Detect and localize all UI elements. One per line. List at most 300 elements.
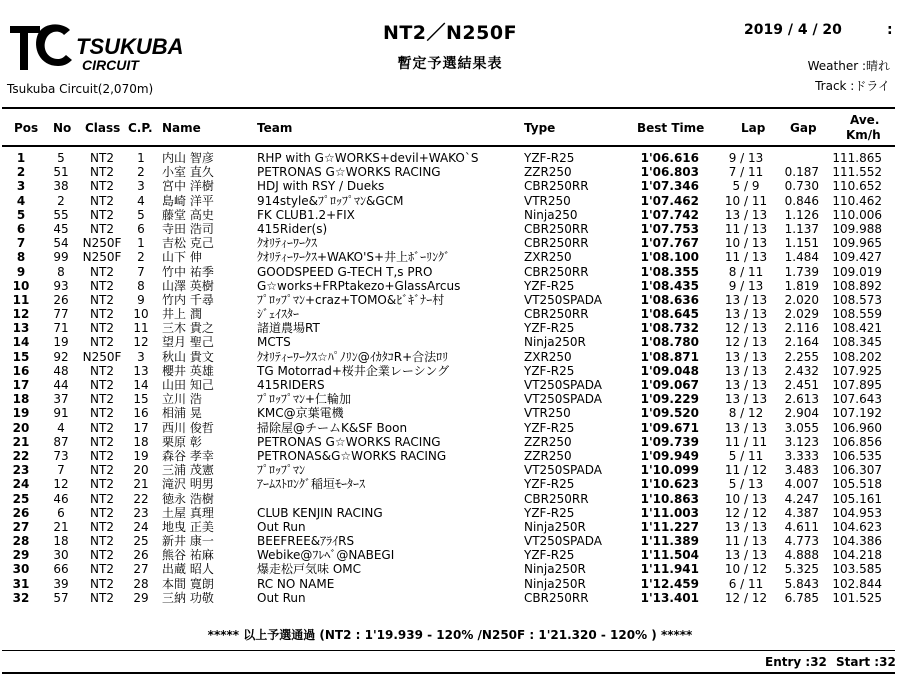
cell-machine-type: YZF-R25: [524, 420, 575, 435]
cell-average-speed: 111.552: [832, 165, 882, 180]
cell-lap: 11 / 13: [724, 534, 768, 549]
cell-lap: 13 / 13: [724, 519, 768, 534]
cell-gap: 0.187: [784, 165, 819, 180]
cell-machine-type: CBR250RR: [524, 590, 589, 605]
cell-machine-type: YZF-R25: [524, 278, 575, 293]
cell-average-speed: 103.585: [832, 562, 882, 577]
cell-lap: 5 / 13: [728, 477, 764, 492]
cell-lap: 6 / 11: [728, 576, 764, 591]
cell-gap: 2.116: [784, 321, 819, 336]
cell-car-number: 44: [53, 378, 69, 392]
weather-status: Weather :晴れ: [807, 59, 890, 73]
cell-class: NT2: [90, 335, 114, 350]
cell-machine-type: VT250SPADA: [524, 534, 602, 549]
table-row: [0, 591, 900, 605]
table-row: [0, 151, 900, 165]
cell-best-time: 1'11.389: [640, 534, 699, 549]
cell-lap: 11 / 13: [724, 250, 768, 265]
table-row: [0, 534, 900, 548]
table-row: [0, 463, 900, 477]
cell-pos: 30: [12, 562, 30, 577]
cell-class-position: 25: [133, 534, 149, 549]
cell-pos: 11: [12, 292, 30, 307]
cell-team-name: Out Run: [257, 590, 306, 605]
cell-best-time: 1'10.863: [640, 491, 699, 506]
cell-best-time: 1'09.949: [640, 448, 699, 463]
cell-car-number: 71: [53, 321, 69, 336]
cell-pos: 13: [12, 321, 30, 336]
cell-best-time: 1'09.229: [640, 392, 699, 407]
cell-best-time: 1'11.227: [640, 519, 699, 534]
cell-best-time: 1'09.048: [640, 363, 699, 378]
cell-class-position: 16: [133, 406, 149, 421]
cell-class: NT2: [90, 363, 114, 378]
cell-machine-type: VTR250: [524, 406, 571, 421]
cell-average-speed: 105.518: [832, 477, 882, 492]
cell-car-number: 18: [53, 534, 69, 549]
cell-class-position: 9: [137, 292, 145, 307]
table-row: [0, 194, 900, 208]
cell-rider-name: 竹内 千尋: [162, 292, 214, 307]
cell-car-number: 6: [57, 505, 65, 520]
cell-best-time: 1'09.739: [640, 434, 699, 449]
cell-pos: 1: [16, 151, 26, 165]
cell-car-number: 45: [53, 221, 69, 236]
table-row: [0, 293, 900, 307]
cell-machine-type: Ninja250R: [524, 562, 586, 577]
cell-gap: 0.730: [784, 179, 819, 194]
cell-team-name: PETRONAS G☆WORKS RACING: [257, 434, 441, 449]
cell-best-time: 1'08.355: [640, 264, 699, 279]
table-row: [0, 321, 900, 335]
cell-lap: 13 / 13: [724, 363, 768, 378]
cell-gap: 6.785: [784, 590, 819, 605]
cell-class: NT2: [90, 321, 114, 336]
cell-class-position: 28: [133, 576, 149, 591]
table-row: [0, 236, 900, 250]
cell-average-speed: 108.345: [832, 335, 882, 350]
cell-average-speed: 110.006: [832, 207, 882, 222]
cell-best-time: 1'06.616: [640, 151, 699, 165]
cell-car-number: 77: [53, 307, 69, 322]
cell-lap: 11 / 11: [724, 434, 768, 449]
col-lap: Lap: [741, 121, 766, 135]
cell-car-number: 39: [53, 576, 69, 591]
cell-best-time: 1'08.636: [640, 292, 699, 307]
cell-machine-type: VT250SPADA: [524, 378, 602, 392]
cell-machine-type: VTR250: [524, 193, 571, 208]
cell-car-number: 38: [53, 179, 69, 194]
cell-class-position: 29: [133, 590, 149, 605]
cell-team-name: BEEFREE&ｱﾗｲRS: [257, 534, 355, 549]
cell-car-number: 12: [53, 477, 69, 492]
cell-class: NT2: [90, 448, 114, 463]
cell-gap: 4.387: [784, 505, 819, 520]
cell-lap: 11 / 12: [724, 463, 768, 478]
cell-class: NT2: [90, 264, 114, 279]
col-team: Team: [257, 121, 293, 135]
cell-car-number: 99: [53, 250, 69, 265]
table-row: [0, 492, 900, 506]
cell-team-name: ﾌﾟﾛｯﾌﾟﾏﾝ+craz+TOMO&ﾋﾞｷﾞﾅｰ村: [257, 292, 445, 307]
cell-team-name: 諸道農場RT: [257, 321, 320, 336]
cell-pos: 24: [12, 477, 30, 492]
table-row: [0, 406, 900, 420]
cell-pos: 2: [16, 165, 26, 180]
cell-gap: 4.007: [784, 477, 819, 492]
cell-machine-type: CBR250RR: [524, 236, 589, 251]
cell-team-name: ｸｵﾘﾃｨｰﾜｰｸｽ☆ﾊﾟﾉﾘﾝ@ｲｶﾀｺR+合法ﾛﾘ: [257, 349, 449, 364]
start-count: Start :32: [836, 655, 896, 669]
cell-gap: 4.773: [784, 534, 819, 549]
cell-best-time: 1'08.435: [640, 278, 699, 293]
cell-average-speed: 108.573: [832, 292, 882, 307]
cell-average-speed: 106.307: [832, 463, 882, 478]
cell-class-position: 3: [137, 349, 145, 364]
cell-best-time: 1'11.941: [640, 562, 699, 577]
cell-team-name: RC NO NAME: [257, 576, 335, 591]
table-row: [0, 562, 900, 576]
cell-gap: 5.325: [784, 562, 819, 577]
cell-team-name: GOODSPEED G-TECH T,s PRO: [257, 264, 433, 279]
col-kmh: Km/h: [846, 128, 881, 142]
cell-machine-type: YZF-R25: [524, 477, 575, 492]
cell-lap: 13 / 13: [724, 349, 768, 364]
cell-machine-type: Ninja250: [524, 207, 578, 222]
cell-class-position: 26: [133, 548, 149, 563]
cell-class: NT2: [90, 151, 114, 165]
cell-class: NT2: [90, 491, 114, 506]
cell-class: NT2: [90, 292, 114, 307]
footer-rule: [2, 650, 895, 651]
cell-class: NT2: [90, 505, 114, 520]
cell-machine-type: CBR250RR: [524, 264, 589, 279]
col-cp: C.P.: [128, 121, 153, 135]
cell-car-number: 37: [53, 392, 69, 407]
cell-average-speed: 108.202: [832, 349, 882, 364]
cell-rider-name: 藤堂 高史: [162, 207, 214, 222]
cell-pos: 6: [16, 221, 26, 236]
cell-average-speed: 110.462: [832, 193, 882, 208]
cell-gap: 1.484: [784, 250, 819, 265]
cell-rider-name: 宮中 洋樹: [162, 179, 214, 194]
cell-class-position: 14: [133, 378, 149, 392]
cell-car-number: 8: [57, 264, 65, 279]
cell-best-time: 1'11.003: [640, 505, 699, 520]
cell-pos: 27: [12, 519, 30, 534]
date: 2019 / 4 / 20: [744, 22, 842, 38]
cell-average-speed: 107.192: [832, 406, 882, 421]
cell-machine-type: VT250SPADA: [524, 392, 602, 407]
cell-lap: 10 / 13: [724, 236, 768, 251]
cell-best-time: 1'07.753: [640, 221, 699, 236]
col-best-time: Best Time: [637, 121, 705, 135]
cell-class-position: 5: [137, 207, 145, 222]
cell-average-speed: 108.892: [832, 278, 882, 293]
svg-text:TSUKUBA: TSUKUBA: [76, 34, 184, 59]
table-row: [0, 577, 900, 591]
cell-pos: 19: [12, 406, 30, 421]
table-row: [0, 279, 900, 293]
page-subtitle: 暫定予選結果表: [397, 56, 503, 72]
cell-best-time: 1'09.520: [640, 406, 699, 421]
cell-best-time: 1'08.645: [640, 307, 699, 322]
cell-lap: 7 / 11: [728, 165, 764, 180]
cell-best-time: 1'07.742: [640, 207, 699, 222]
cell-lap: 10 / 12: [724, 562, 768, 577]
cell-rider-name: 徳永 浩樹: [162, 491, 214, 506]
cell-team-name: TG Motorrad+桜井企業レーシング: [257, 363, 450, 378]
cell-gap: 2.432: [784, 363, 819, 378]
cell-average-speed: 106.535: [832, 448, 882, 463]
cell-rider-name: 栗原 彰: [162, 434, 202, 449]
cell-team-name: Out Run: [257, 519, 306, 534]
cell-gap: 2.255: [784, 349, 819, 364]
col-name: Name: [162, 121, 201, 135]
cell-class: NT2: [90, 548, 114, 563]
cell-rider-name: 島崎 洋平: [162, 193, 214, 208]
cell-rider-name: 櫻井 英雄: [162, 363, 214, 378]
cell-car-number: 30: [53, 548, 69, 563]
col-pos: Pos: [14, 121, 39, 135]
cell-class-position: 12: [133, 335, 149, 350]
cell-machine-type: ZZR250: [524, 448, 572, 463]
cell-team-name: PETRONAS G☆WORKS RACING: [257, 165, 441, 180]
cell-class: NT2: [90, 193, 114, 208]
table-row: [0, 520, 900, 534]
cell-pos: 9: [16, 264, 26, 279]
cell-best-time: 1'07.767: [640, 236, 699, 251]
cell-car-number: 91: [53, 406, 69, 421]
cell-average-speed: 104.386: [832, 534, 882, 549]
cell-average-speed: 109.988: [832, 221, 882, 236]
cell-class-position: 20: [133, 463, 149, 478]
cell-rider-name: 三浦 茂憲: [162, 463, 214, 478]
cell-pos: 7: [16, 236, 26, 251]
cell-lap: 13 / 13: [724, 307, 768, 322]
cell-rider-name: 小室 直久: [162, 165, 214, 180]
cell-car-number: 21: [53, 519, 69, 534]
cell-machine-type: Ninja250R: [524, 335, 586, 350]
cell-gap: 2.904: [784, 406, 819, 421]
cell-class: NT2: [90, 463, 114, 478]
cell-best-time: 1'09.067: [640, 378, 699, 392]
cell-lap: 5 / 11: [728, 448, 764, 463]
cell-pos: 23: [12, 463, 30, 478]
cell-class-position: 22: [133, 491, 149, 506]
cell-car-number: 66: [53, 562, 69, 577]
cell-best-time: 1'08.871: [640, 349, 699, 364]
col-no: No: [53, 121, 72, 135]
cell-pos: 3: [16, 179, 26, 194]
cell-machine-type: ZXR250: [524, 349, 572, 364]
cell-gap: 4.611: [784, 519, 819, 534]
cell-gap: 2.613: [784, 392, 819, 407]
cell-class-position: 2: [137, 250, 145, 265]
cell-car-number: 92: [53, 349, 69, 364]
cell-lap: 10 / 11: [724, 193, 768, 208]
cell-class-position: 15: [133, 392, 149, 407]
page-title: NT2／N250F: [382, 22, 518, 44]
cell-car-number: 19: [53, 335, 69, 350]
cell-average-speed: 104.218: [832, 548, 882, 563]
cell-team-name: ｸｵﾘﾃｨｰﾜｰｸｽ: [257, 236, 318, 251]
cell-pos: 4: [16, 193, 26, 208]
cell-average-speed: 106.960: [832, 420, 882, 435]
header-top-rule: [2, 107, 895, 109]
table-row: [0, 392, 900, 406]
cell-team-name: ｸｵﾘﾃｨｰﾜｰｸｽ+WAKO'S+井上ﾎﾞｰﾘﾝｸﾞ: [257, 250, 451, 265]
cell-machine-type: VT250SPADA: [524, 292, 602, 307]
table-row: [0, 364, 900, 378]
cell-gap: 1.151: [784, 236, 819, 251]
table-row: [0, 335, 900, 349]
cell-class: NT2: [90, 307, 114, 322]
cell-class-position: 7: [137, 264, 145, 279]
cell-best-time: 1'13.401: [640, 590, 699, 605]
cell-rider-name: 新井 康一: [162, 534, 214, 549]
cell-lap: 12 / 13: [724, 321, 768, 336]
cell-pos: 25: [12, 491, 30, 506]
entry-count: Entry :32: [765, 655, 827, 669]
cell-car-number: 93: [53, 278, 69, 293]
cell-pos: 10: [12, 278, 30, 293]
cell-pos: 14: [12, 335, 30, 350]
table-row: [0, 548, 900, 562]
cell-machine-type: ZZR250: [524, 434, 572, 449]
cell-rider-name: 寺田 浩司: [162, 221, 214, 236]
header-bottom-rule: [2, 145, 895, 147]
cell-average-speed: 109.965: [832, 236, 882, 251]
cell-machine-type: YZF-R25: [524, 321, 575, 336]
cell-team-name: 415Rider(s): [257, 221, 328, 236]
table-row: [0, 250, 900, 264]
cell-rider-name: 相浦 晃: [162, 406, 202, 421]
cell-rider-name: 竹中 祐季: [162, 264, 214, 279]
cell-average-speed: 107.895: [832, 378, 882, 392]
cell-class-position: 13: [133, 363, 149, 378]
table-row: [0, 421, 900, 435]
cell-gap: 1.126: [784, 207, 819, 222]
cell-class-position: 8: [137, 278, 145, 293]
cell-machine-type: ZZR250: [524, 165, 572, 180]
cell-machine-type: CBR250RR: [524, 491, 589, 506]
cell-car-number: 51: [53, 165, 69, 180]
cell-class-position: 18: [133, 434, 149, 449]
cell-average-speed: 109.019: [832, 264, 882, 279]
cell-team-name: ﾌﾟﾛｯﾌﾟﾏﾝ: [257, 463, 306, 478]
cell-car-number: 54: [53, 236, 69, 251]
cell-class: NT2: [90, 207, 114, 222]
track-status: Track :ドライ: [815, 79, 890, 93]
cell-gap: 4.247: [784, 491, 819, 506]
cell-average-speed: 107.925: [832, 363, 882, 378]
cell-car-number: 7: [57, 463, 65, 478]
table-row: [0, 350, 900, 364]
cell-class-position: 1: [137, 236, 145, 251]
cell-lap: 8 / 12: [728, 406, 764, 421]
table-row: [0, 307, 900, 321]
cell-class-position: 1: [137, 151, 145, 165]
cell-class-position: 2: [137, 165, 145, 180]
cell-gap: 2.451: [784, 378, 819, 392]
cell-rider-name: 三納 功敬: [162, 590, 214, 605]
cell-car-number: 73: [53, 448, 69, 463]
cell-rider-name: 三木 貴之: [162, 321, 214, 336]
cell-lap: 12 / 13: [724, 335, 768, 350]
cell-lap: 13 / 13: [724, 392, 768, 407]
cell-team-name: 914style&ﾌﾟﾛｯﾌﾟﾏﾝ&GCM: [257, 193, 404, 208]
cell-car-number: 26: [53, 292, 69, 307]
time-separator: :: [887, 22, 893, 38]
cell-class-position: 11: [133, 321, 149, 336]
cell-pos: 18: [12, 392, 30, 407]
cell-class: NT2: [90, 406, 114, 421]
cell-gap: 3.055: [784, 420, 819, 435]
table-header: [0, 111, 900, 145]
cell-best-time: 1'10.623: [640, 477, 699, 492]
cell-team-name: HDJ with RSY / Dueks: [257, 179, 385, 194]
cell-class: N250F: [82, 236, 122, 251]
cell-lap: 9 / 13: [728, 151, 764, 165]
cell-best-time: 1'08.780: [640, 335, 699, 350]
cell-car-number: 46: [53, 491, 69, 506]
cell-car-number: 5: [57, 151, 65, 165]
cell-gap: 2.020: [784, 292, 819, 307]
cell-gap: 1.739: [784, 264, 819, 279]
cell-class-position: 3: [137, 179, 145, 194]
col-type: Type: [524, 121, 556, 135]
cell-gap: 2.029: [784, 307, 819, 322]
cell-best-time: 1'10.099: [640, 463, 699, 478]
cell-best-time: 1'07.346: [640, 179, 699, 194]
cell-rider-name: 山田 知己: [162, 378, 214, 392]
cell-machine-type: YZF-R25: [524, 505, 575, 520]
cell-lap: 13 / 13: [724, 420, 768, 435]
cell-gap: 1.819: [784, 278, 819, 293]
cell-gap: 2.164: [784, 335, 819, 350]
cell-pos: 21: [12, 434, 30, 449]
cell-pos: 5: [16, 207, 26, 222]
cell-class: NT2: [90, 534, 114, 549]
cell-class: NT2: [90, 576, 114, 591]
cell-team-name: 爆走松戸気味 OMC: [257, 562, 361, 577]
cell-average-speed: 105.161: [832, 491, 882, 506]
cell-lap: 11 / 13: [724, 221, 768, 236]
table-row: [0, 378, 900, 392]
cell-pos: 16: [12, 363, 30, 378]
cell-machine-type: CBR250RR: [524, 307, 589, 322]
cell-gap: 3.123: [784, 434, 819, 449]
cell-rider-name: 西川 俊哲: [162, 420, 214, 435]
cell-rider-name: 井上 潤: [162, 307, 202, 322]
cell-lap: 12 / 12: [724, 590, 768, 605]
cell-team-name: ｱｰﾑｽﾄﾛﾝｸﾞ稲垣ﾓｰﾀｰｽ: [257, 477, 366, 492]
cell-rider-name: 地曳 正美: [162, 519, 214, 534]
cell-pos: 22: [12, 448, 30, 463]
cell-average-speed: 108.421: [832, 321, 882, 336]
cell-machine-type: CBR250RR: [524, 179, 589, 194]
cell-class-position: 10: [133, 307, 149, 322]
cell-average-speed: 104.953: [832, 505, 882, 520]
cell-team-name: G☆works+FRPtakezo+GlassArcus: [257, 278, 461, 293]
table-row: [0, 477, 900, 491]
cell-car-number: 4: [57, 420, 65, 435]
cell-best-time: 1'09.671: [640, 420, 699, 435]
cell-car-number: 2: [57, 193, 65, 208]
cell-class: NT2: [90, 165, 114, 180]
cell-average-speed: 101.525: [832, 590, 882, 605]
